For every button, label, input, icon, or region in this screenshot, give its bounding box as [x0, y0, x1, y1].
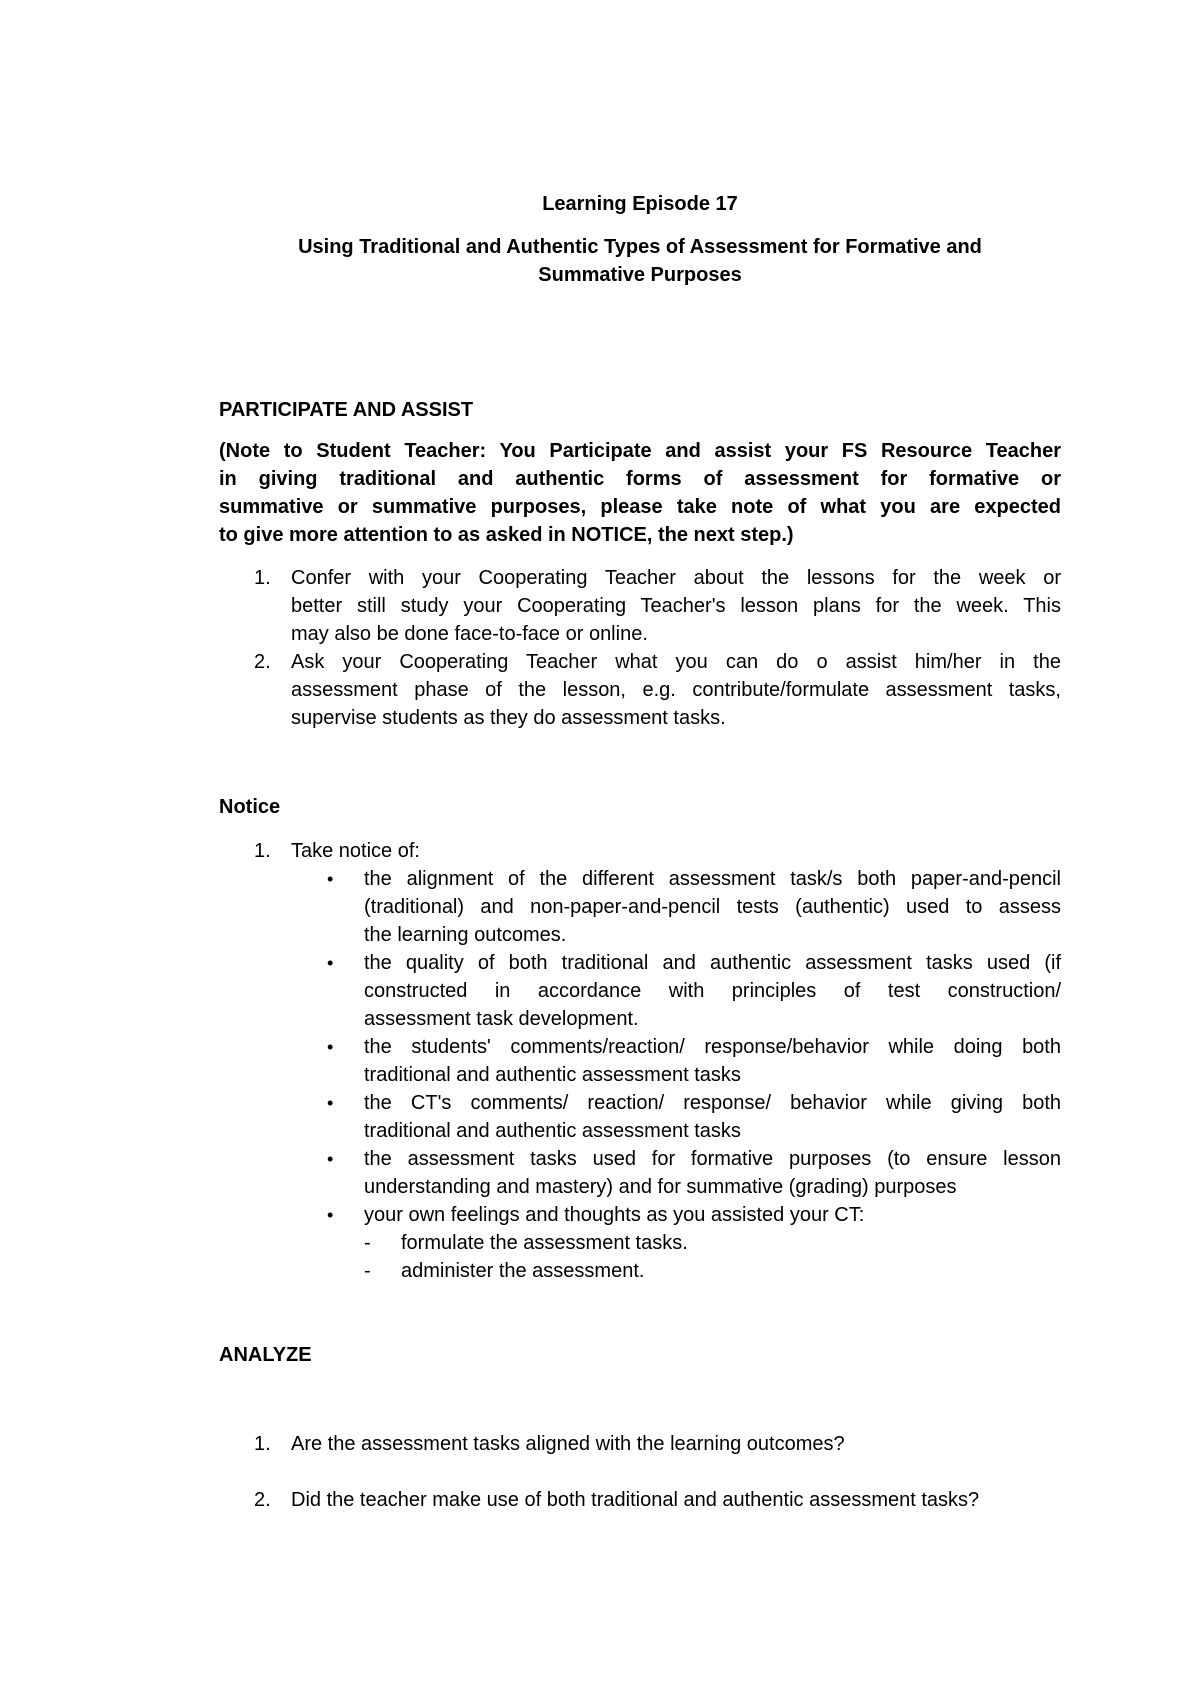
analyze-heading: ANALYZE [219, 1344, 312, 1366]
bullet-item [327, 1033, 1061, 1089]
list-item-line: may also be done face-to-face or online. [291, 623, 648, 645]
list-item [254, 837, 1061, 865]
bullet-item [327, 1145, 1061, 1201]
bullet-icon: • [327, 869, 334, 889]
subtitle-line: Using Traditional and Authentic Types of Assessment for Formative and [298, 236, 982, 258]
bullet-item [327, 1089, 1061, 1145]
bullet-line: the quality of both traditional and authentic assessment tasks used (if [364, 952, 1061, 974]
notice-dash-list [364, 1229, 688, 1285]
list-item-line: better still study your Cooperating Teacher's lesson plans for the week. This [291, 595, 1061, 617]
bullet-item [327, 949, 1061, 1033]
bullet-icon: • [327, 1205, 334, 1225]
bullet-line: the students' comments/reaction/ response/behavior while doing both [364, 1036, 1061, 1058]
bullet-line: the assessment tasks used for formative purposes (to ensure lesson [364, 1148, 1061, 1170]
question-text: Did the teacher make use of both traditional and authentic assessment tasks? [291, 1489, 980, 1511]
dash-item [364, 1229, 688, 1257]
dash-marker: - [364, 1260, 371, 1282]
list-item-line: Take notice of: [291, 840, 420, 862]
subtitle-line: Summative Purposes [538, 264, 742, 286]
student-teacher-note [219, 437, 1061, 549]
list-item [254, 564, 1061, 648]
list-number: 1. [254, 840, 271, 862]
list-item-line: supervise students as they do assessment tasks. [291, 707, 726, 729]
note-line: summative or summative purposes, please take note of what you are expected [219, 496, 1061, 518]
list-item-line: Confer with your Cooperating Teacher about the lessons for the week or [291, 567, 1061, 589]
bullet-icon: • [327, 953, 334, 973]
note-line: (Note to Student Teacher: You Participate and assist your FS Resource Teacher [219, 440, 1061, 462]
bullet-line: traditional and authentic assessment tasks [364, 1064, 741, 1086]
list-number: 1. [254, 1433, 271, 1455]
dash-item [364, 1257, 688, 1285]
bullet-item [327, 1201, 1061, 1229]
notice-heading: Notice [219, 796, 281, 818]
bullet-line: the alignment of the different assessment task/s both paper-and-pencil [364, 868, 1061, 890]
question-text: Are the assessment tasks aligned with the learning outcomes? [291, 1433, 845, 1455]
bullet-line: constructed in accordance with principles of test construction/ [364, 980, 1061, 1002]
bullet-icon: • [327, 1093, 334, 1113]
bullet-line: traditional and authentic assessment tasks [364, 1120, 741, 1142]
participate-list [254, 564, 1061, 732]
bullet-line: understanding and mastery) and for summative (grading) purposes [364, 1176, 957, 1198]
dash-item-text: formulate the assessment tasks. [401, 1232, 688, 1254]
list-number: 2. [254, 651, 271, 673]
notice-bullets [327, 865, 1061, 1229]
participate-heading: PARTICIPATE AND ASSIST [219, 399, 474, 421]
bullet-line: (traditional) and non-paper-and-pencil tests (authentic) used to assess [364, 896, 1061, 918]
list-number: 2. [254, 1489, 271, 1511]
note-line: in giving traditional and authentic forms of assessment for formative or [219, 468, 1061, 490]
document-title: Learning Episode 17 [542, 193, 738, 215]
list-item-line: assessment phase of the lesson, e.g. contribute/formulate assessment tasks, [291, 679, 1061, 701]
dash-item-text: administer the assessment. [401, 1260, 645, 1282]
bullet-line: your own feelings and thoughts as you assisted your CT: [364, 1204, 865, 1226]
dash-marker: - [364, 1232, 371, 1254]
list-item [254, 1430, 1061, 1458]
notice-list [254, 837, 1061, 865]
analyze-question [254, 1430, 1061, 1458]
bullet-icon: • [327, 1037, 334, 1057]
bullet-item [327, 865, 1061, 949]
analyze-question [254, 1486, 1061, 1514]
list-item-line: Ask your Cooperating Teacher what you can do o assist him/her in the [291, 651, 1061, 673]
bullet-line: assessment task development. [364, 1008, 639, 1030]
bullet-line: the CT's comments/ reaction/ response/ behavior while giving both [364, 1092, 1061, 1114]
bullet-line: the learning outcomes. [364, 924, 567, 946]
bullet-icon: • [327, 1149, 334, 1169]
note-line: to give more attention to as asked in NOTICE, the next step.) [219, 524, 794, 546]
list-number: 1. [254, 567, 271, 589]
list-item [254, 648, 1061, 732]
document-page [219, 0, 1061, 1698]
document-subtitle [219, 233, 1061, 289]
list-item [254, 1486, 1061, 1514]
